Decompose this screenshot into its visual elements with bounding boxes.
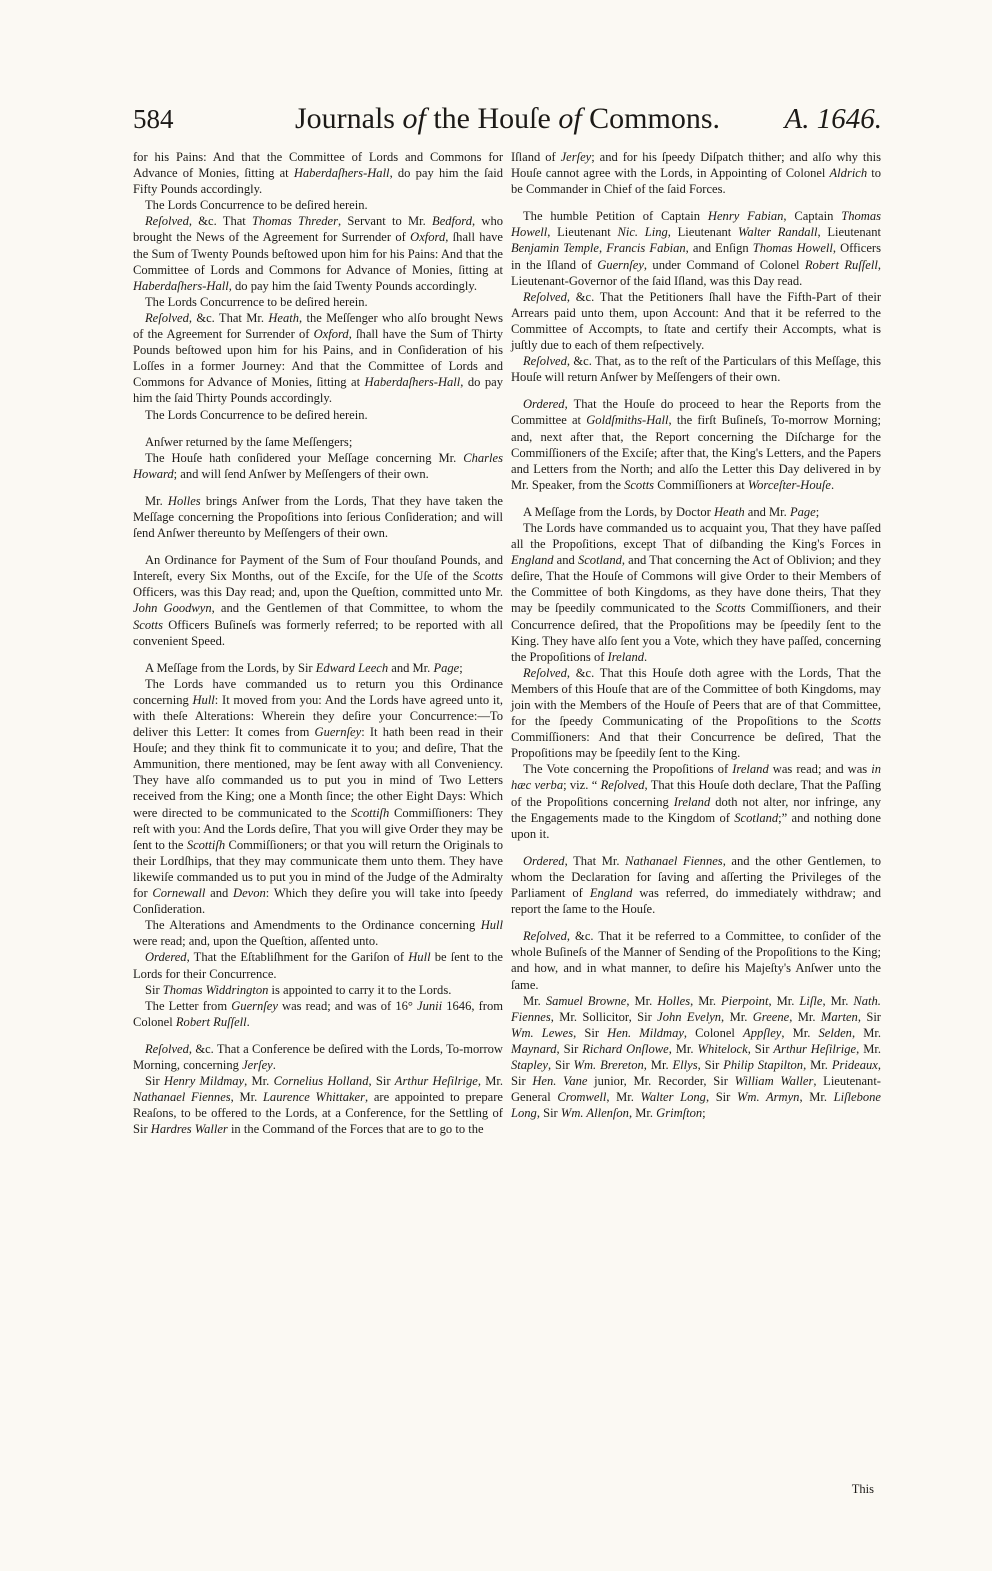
italic-run: Ordered [523, 397, 565, 412]
text-run: ; viz. “ [563, 778, 601, 793]
italic-run: Appſley [743, 1025, 782, 1040]
text-run: and [205, 886, 234, 901]
italic-run: Goldſmiths-Hall [586, 413, 669, 428]
italic-run: Worceſter-Houſe [747, 477, 831, 492]
text-run: , Mr. [781, 1025, 819, 1040]
text-run: and [553, 553, 578, 568]
text-run: The Alterations and Amendments to the Ordinance concerning [145, 918, 481, 933]
text-run: and Mr. [744, 504, 790, 519]
text-run: ; [702, 1106, 706, 1121]
text-run: , &c. That a Conference be deſired with the Lords, To-morrow Morning, concerning [133, 1041, 503, 1072]
paragraph [511, 353, 881, 385]
paragraph [511, 396, 881, 493]
text-run: , &c. That the Petitioners ſhall have the Fifth-Part of their Arrears paid unto them, upon Account: And that it be referred to the Committee of Accompts, to ſtate and certify their Accompts, what is juſtly due to each of them reſpectively. [511, 289, 881, 353]
text-run: , Lieutenant-General [511, 1074, 881, 1105]
italic-run: Scotts [473, 569, 503, 584]
paragraph: The Lords Concurrence to be deſired herein. [145, 407, 368, 422]
text-run: for his Pains: And that the Committee of Lords and Commons for Advance of Monies, ſitting at [133, 150, 503, 181]
italic-run: Cornelius Holland [273, 1074, 369, 1089]
text-run: , That this Houſe doth declare, That the Paſſing of the Propoſitions concerning [511, 778, 882, 809]
text-run: , Mr. [851, 1025, 882, 1040]
text-run: The Lords have commanded us to acquaint you, That they have paſſed all the Propoſitions, except That of diſbanding the King's Forces in [511, 520, 881, 552]
text-run: , Mr. [643, 1057, 673, 1072]
text-run: 1646, from Colonel [133, 998, 503, 1029]
italic-run: Wm. Lewes [511, 1025, 574, 1040]
italic-run: Haberdaſhers-Hall [133, 278, 229, 293]
italic-run: Heath [268, 310, 299, 325]
italic-run: Hardres Waller [150, 1122, 228, 1137]
italic-run: Reſolved [523, 354, 567, 369]
italic-run: Hen. Mildmay [607, 1025, 684, 1040]
text-run: , Sir [705, 1090, 737, 1105]
italic-run: Aldrich [829, 166, 868, 181]
paragraph [511, 504, 881, 520]
italic-run: Scotts [624, 477, 655, 492]
text-run: , Sir [368, 1074, 395, 1089]
paragraph: The Lords Concurrence to be deſired herein. [145, 198, 368, 213]
text-run: The Houſe hath conſidered your Meſſage concerning Mr. [145, 450, 464, 465]
paragraph [133, 552, 503, 649]
italic-run: Liſle [799, 993, 823, 1008]
text-run: . [246, 1014, 250, 1029]
paragraph [511, 928, 881, 992]
text-run: , That the Houſe do proceed to hear the Reports from the Committee at [511, 397, 881, 428]
text-run: , Mr. [721, 1009, 753, 1024]
text-run: , Colonel [683, 1025, 744, 1040]
italic-run: Junii [417, 998, 443, 1013]
text-run: doth not alter, nor infringe, any the Engagements made to the Kingdom of [511, 794, 881, 825]
text-run: , &c. That it be referred to a Committee, to conſider of the whole Buſineſs of the Manner of Sending of the Propoſitions to the King; and how, and in what manner, to deſire his Majeſty's Anſwer unto the ſame. [511, 929, 881, 992]
italic-run: Prideaux [831, 1057, 878, 1072]
paragraph [133, 493, 503, 541]
text-run: , Sir [857, 1009, 881, 1024]
text-run: , ſhall have the Sum of Thirty Pounds beſtowed upon him for his Pains, and in Conſideration of his Loſſes in a former Journey: And that the Committee of Lords and Commons for Advance of Monies, ſitting at [133, 327, 503, 390]
italic-run: Liſlebone Long [511, 1090, 882, 1121]
text-run: , who brought the News of the Agreement for Surrender of [133, 214, 503, 245]
text-run: Officers, was this Day read; and, upon the Queſtion, committed unto Mr. [133, 585, 503, 600]
text-run: , and the other Gentlemen, to whom the Declaration for ſaving and aſſerting the Privileges of the Parliament of [511, 853, 881, 901]
italic-run: Charles Howard [133, 450, 503, 481]
text-run: , That Mr. [564, 853, 626, 868]
italic-run: Reſolved [523, 665, 567, 680]
paragraph [511, 289, 881, 353]
italic-run: Scotts [715, 601, 746, 616]
paragraph [133, 213, 503, 293]
paragraph [133, 676, 503, 917]
italic-run: Scottiſh [186, 837, 226, 852]
text-run: A Meſſage from the Lords, by Doctor [523, 504, 714, 519]
text-run: , Servant to Mr. [338, 214, 433, 229]
italic-run: Henry Fabian [707, 209, 784, 224]
text-run: Mr. [145, 493, 168, 508]
paragraph [133, 660, 503, 676]
text-run: , Mr. [799, 1090, 834, 1105]
italic-run: Edward Leech [315, 660, 389, 675]
italic-run: England [589, 886, 633, 901]
italic-run: Guernſey [314, 725, 362, 740]
text-run: Commiſſioners at [654, 477, 748, 492]
italic-run: in hæc verba [511, 762, 881, 793]
italic-run: Holles [167, 493, 201, 508]
text-run: , Lieutenant [817, 225, 881, 240]
italic-run: Benjamin Temple [511, 241, 599, 256]
italic-run: Walter Long [640, 1090, 706, 1105]
text-run: to be Commander in Chief of the ſaid Forces. [511, 166, 881, 197]
italic-run: Hull [480, 918, 503, 933]
text-run: , Lieutenant-Governor of the ſaid Iſland, was this Day read. [511, 257, 881, 288]
text-run: , and Enſign [685, 241, 753, 256]
italic-run: Ireland [673, 794, 711, 809]
title-part: of [402, 102, 426, 135]
italic-run: Guernſey [231, 998, 278, 1013]
text-run: , under Command of Colonel [643, 257, 805, 272]
italic-run: Heath [713, 504, 745, 519]
italic-run: Devon [233, 886, 266, 901]
italic-run: Page [433, 660, 460, 675]
text-run: . [272, 1057, 276, 1072]
text-run: , Mr. [789, 1009, 821, 1024]
italic-run: Oxford [313, 327, 349, 342]
paragraph [133, 917, 503, 949]
italic-run: Jerſey [560, 150, 592, 164]
title-part: Journals [294, 102, 403, 135]
running-header [133, 100, 882, 150]
text-run: junior, Mr. Recorder, Sir [587, 1074, 735, 1089]
text-run: was referred, do immediately withdraw; and report the ſame to the Houſe. [511, 886, 881, 917]
text-run: , and That concerning the Act of Oblivion; and they deſire, That the Houſe of Commons will give Order to their Members of the Committee of both Kingdoms, as they have done theirs, That they may be ſpeedily communicated to the [511, 553, 881, 616]
italic-run: Greene [752, 1009, 790, 1024]
text-run: be ſent to the Lords for their Concurrence. [133, 950, 503, 981]
text-run: Sir [145, 1074, 164, 1089]
text-run: : It moved from you: And the Lords have agreed unto it, with theſe Alterations: Wherein they deſire your Concurrence:—To deliver this Letter: It comes from [133, 692, 504, 740]
text-run: Commiſſioners: And that their Concurrence be deſired, That the Propoſitions may be ſpeedily ſent to the King. [511, 730, 881, 761]
italic-run: Ordered [523, 853, 565, 868]
italic-run: Laurence Whittaker [262, 1090, 366, 1105]
text-run: , Sir [697, 1057, 724, 1072]
text-run: , Sir [511, 1057, 881, 1089]
italic-run: Pierpoint [721, 993, 769, 1008]
text-run: , do pay him the ſaid Twenty Pounds accordingly. [228, 278, 478, 293]
italic-run: Guernſey [597, 257, 644, 272]
italic-run: Holles [657, 993, 691, 1008]
paragraph [511, 761, 881, 841]
italic-run: Reſolved [145, 214, 189, 229]
text-run: , Sir [547, 1057, 574, 1072]
text-run: The humble Petition of Captain [523, 209, 708, 224]
text-run: The Lords have commanded us to return you this Ordinance concerning [133, 676, 503, 707]
text-run: ; [459, 660, 463, 675]
italic-run: Wm. Armyn [736, 1090, 800, 1105]
title-part: Commons. [589, 102, 721, 135]
text-run: , &c. That Mr. [188, 310, 269, 325]
text-run: , Mr. [690, 993, 722, 1008]
paragraph [133, 450, 503, 482]
italic-run: Scotland [734, 810, 779, 825]
italic-run: Bedford [432, 214, 472, 229]
text-run: , Lieutenant [667, 225, 739, 240]
italic-run: Nath. Fiennes [511, 993, 881, 1024]
text-run: ; and for his ſpeedy Diſpatch thither; and alſo why this Houſe cannot agree with the Lords, in Appointing of Colonel [511, 150, 881, 181]
text-run: brings Anſwer from the Lords, That they have taken the Meſſage concerning the Propoſitions into ſerious Conſideration; and will ſend Anſwer thereunto by Meſſengers of their own. [133, 493, 503, 541]
italic-run: Stapley [511, 1057, 548, 1072]
italic-run: Walter Randall [738, 225, 818, 240]
title-part: of [550, 102, 590, 135]
text-run: , Mr. [768, 993, 800, 1008]
italic-run: Reſolved [145, 1041, 189, 1056]
text-run: , &c. That [188, 214, 253, 229]
italic-run: Hull [408, 950, 431, 965]
paragraph [133, 1073, 503, 1137]
italic-run: Francis Fabian [606, 241, 686, 256]
right-column [511, 149, 881, 1121]
italic-run: Ireland [607, 649, 645, 664]
paragraph [511, 853, 881, 917]
italic-run: Richard Onſlowe [582, 1041, 669, 1056]
text-run: , Mr. [668, 1041, 698, 1056]
text-run: and Mr. [388, 660, 434, 675]
paragraph [133, 310, 503, 407]
text-run: , [599, 241, 607, 256]
paragraph [511, 520, 881, 665]
italic-run: Arthur Heſilrige [773, 1041, 857, 1056]
italic-run: John Goodwyn [133, 601, 212, 616]
italic-run: Ellys [672, 1057, 698, 1072]
text-run: in the Command of the Forces that are to go to the [227, 1122, 484, 1137]
text-run: An Ordinance for Payment of the Sum of Four thouſand Pounds, and Intereſt, every Six Months, out of the Exciſe, for the Uſe of the [133, 553, 503, 584]
text-run: , Mr. [822, 993, 854, 1008]
text-run: Commiſſioners; or that you will return the Originals to their Lordſhips, that they may communicate them unto them. They have likewiſe commanded us to put you in mind of the Judge of the Admiralty for [133, 837, 503, 901]
italic-run: Hull [192, 692, 215, 707]
italic-run: Whitelock [697, 1041, 748, 1056]
text-run: , the Meſſenger who alſo brought News of the Agreement for Surrender of [133, 310, 503, 342]
text-run: , do pay him the ſaid Fifty Pounds accordingly. [133, 166, 503, 197]
text-run: , Mr. [626, 993, 658, 1008]
text-run: , Mr. [230, 1090, 263, 1105]
italic-run: Scotts [133, 617, 163, 632]
text-run: , ſhall have the Sum of Twenty Pounds beſtowed upon him for his Pains: And that the Committee of Lords and Commons for Advance of Monies, ſitting at [133, 230, 503, 277]
italic-run: Robert Ruſſell [175, 1014, 247, 1029]
italic-run: Reſolved [523, 289, 567, 304]
italic-run: Henry Mildmay [163, 1074, 245, 1089]
italic-run: Reſolved [145, 310, 189, 325]
text-run: The Vote concerning the Propoſitions of [523, 762, 733, 777]
italic-run: Reſolved [600, 778, 645, 793]
italic-run: Ordered [145, 950, 187, 965]
text-run: Commiſſioners, and their Concurrence deſired, that the Propoſitions may be ſpeedily ſent to the King. They have alſo ſent you a Vote, which they have paſſed, concerning the Propoſitions of [511, 601, 881, 664]
text-run: , Officers in the Iſland of [511, 241, 881, 272]
year: A. 1646. [784, 103, 882, 135]
italic-run: Arthur Heſilrige [394, 1074, 478, 1089]
text-run: , Captain [783, 209, 842, 224]
italic-run: Wm. Allenſon [560, 1106, 629, 1121]
text-run: were read; and, upon the Queſtion, aſſented unto. [133, 934, 379, 949]
paragraph: The Lords Concurrence to be deſired herein. [145, 294, 368, 309]
text-run: , Sir [747, 1041, 774, 1056]
text-run: , and the Gentlemen of that Committee, to whom the [211, 601, 503, 616]
italic-run: Thomas Howell [752, 241, 833, 256]
text-run: , &c. That, as to the reſt of the Particulars of this Meſſage, this Houſe will return Anſwer by Meſſengers of their own. [511, 354, 881, 385]
paragraph [511, 149, 881, 197]
left-column [133, 149, 503, 1137]
text-run: : Which they deſire you will take into ſpeedy Conſideration. [133, 886, 503, 917]
text-run: . [644, 649, 648, 664]
text-run: , Mr. [606, 1090, 641, 1105]
italic-run: Nathanael Fiennes [625, 853, 723, 868]
italic-run: Grimſton [656, 1106, 703, 1121]
italic-run: Scotts [851, 714, 881, 729]
paragraph [133, 949, 503, 981]
text-run: A Meſſage from the Lords, by Sir [145, 660, 316, 675]
paragraph [133, 149, 503, 197]
italic-run: England [511, 553, 554, 568]
text-run: ;” and nothing done upon it. [511, 810, 881, 841]
text-run: . [830, 477, 835, 492]
italic-run: Robert Ruſſell [804, 257, 878, 272]
paragraph [511, 208, 881, 288]
text-run: , Mr. [856, 1041, 881, 1056]
text-run: : It hath been read in their Houſe; and they think fit to communicate it to you; and deſire, That the Ammunition, there mentioned, may be ſent away with all Conveniency. They have alſo commanded us to put you in mind of Two Letters received from the King; one a Month ſince; the other Eight Days: Which were directed to be communicated to the [133, 725, 503, 820]
text-run: , Sir [556, 1041, 583, 1056]
paragraph [133, 982, 503, 998]
italic-run: Thomas Howell [511, 209, 881, 240]
text-run: , Mr. [628, 1106, 657, 1121]
text-run: was read; and was of 16° [277, 998, 418, 1013]
text-run: , are appointed to prepare Reaſons, to be offered to the Lords, at a Conference, for the Settling of Sir [133, 1090, 503, 1137]
text-run: Mr. [523, 993, 546, 1008]
italic-run: Ireland [732, 762, 769, 777]
italic-run: Marten [820, 1009, 858, 1024]
catchword: This [851, 1482, 874, 1496]
text-run: , Mr. [803, 1057, 832, 1072]
text-run: , That the Eſtabliſhment for the Gariſon of [186, 950, 409, 965]
title-part: Houſe [477, 102, 551, 135]
text-run: Officers Buſineſs was formerly referred; to be reported with all convenient Speed. [133, 617, 503, 648]
italic-run: Wm. Brereton [573, 1057, 644, 1072]
text-run: is appointed to carry it to the Lords. [268, 982, 452, 997]
text-run: , Mr. [477, 1074, 503, 1089]
text-run: , &c. That this Houſe doth agree with the Lords, That the Members of this Houſe that are of the Committee of both Kingdoms, may join with the Members of the Houſe of Peers that are of that Committee, for the ſpeedy Communicating of the Propoſitions to the [511, 665, 881, 729]
running-title [133, 102, 882, 136]
text-run: , do pay him the ſaid Thirty Pounds accordingly. [133, 375, 503, 406]
paragraph [511, 665, 881, 762]
italic-run: Cromwell [557, 1090, 607, 1105]
italic-run: Nic. Ling [617, 225, 668, 240]
title-part: the [425, 102, 478, 135]
italic-run: Hen. Vane [532, 1074, 588, 1089]
italic-run: Scottiſh [350, 805, 390, 820]
text-run: , Sir [573, 1025, 608, 1040]
italic-run: Maynard [511, 1041, 557, 1056]
text-run: The Letter from [145, 998, 232, 1013]
italic-run: Thomas Threder [252, 214, 338, 229]
italic-run: Oxford [410, 230, 446, 245]
text-run: Sir [145, 982, 163, 997]
italic-run: Nathanael Fiennes [133, 1090, 231, 1105]
text-run: ; [815, 504, 820, 519]
text-run: Commiſſioners: They reſt with you: And the Lords deſire, That you will give Order they may be ſent to the [133, 805, 503, 852]
text-run: , the firſt Buſineſs, To-morrow Morning; and, next after that, the Report concerning the Diſcharge for the Commiſſioners of the Exciſe; after that, the King's Letters, and the Papers and Letters from the North; and alſo the Letter this Day delivered in by Mr. Speaker, from the [511, 413, 881, 492]
text-run: Iſland of [511, 150, 561, 164]
text-run: , Lieutenant [547, 225, 618, 240]
text-run: , Sir [536, 1106, 561, 1121]
italic-run: Haberdaſhers-Hall [364, 375, 461, 390]
italic-run: William Waller [734, 1074, 814, 1089]
text-run: , Mr. Sollicitor, Sir [550, 1009, 658, 1024]
italic-run: Thomas Widdrington [162, 982, 269, 997]
paragraph: Anſwer returned by the ſame Meſſengers; [145, 434, 353, 449]
italic-run: Samuel Browne [545, 993, 627, 1008]
italic-run: Philip Stapilton [723, 1057, 804, 1072]
paragraph [133, 998, 503, 1030]
italic-run: Selden [818, 1025, 852, 1040]
italic-run: Scotland [577, 553, 622, 568]
text-run: ; and will ſend Anſwer by Meſſengers of their own. [173, 466, 429, 481]
paragraph [511, 993, 881, 1122]
italic-run: Haberdaſhers-Hall [293, 166, 390, 181]
text-run: , Mr. [244, 1074, 274, 1089]
italic-run: Page [789, 504, 816, 519]
italic-run: Jerſey [242, 1057, 273, 1072]
page-number: 584 [133, 104, 174, 134]
italic-run: Reſolved [523, 929, 567, 944]
paragraph [133, 1041, 503, 1073]
italic-run: Cornewall [152, 886, 206, 901]
italic-run: John Evelyn [657, 1009, 722, 1024]
text-run: was read; and was [768, 762, 872, 777]
